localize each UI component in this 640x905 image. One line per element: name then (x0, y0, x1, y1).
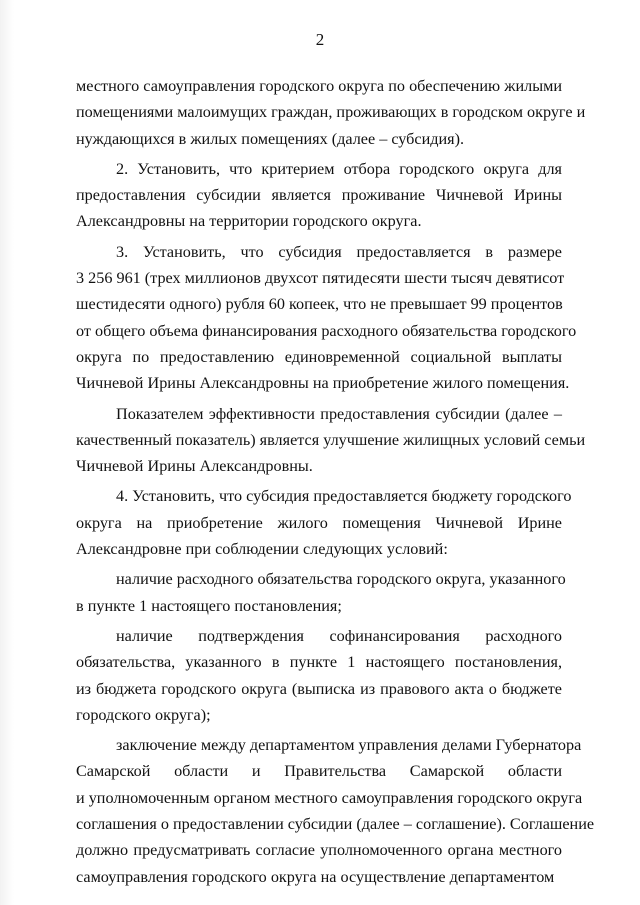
document-body (76, 73, 595, 890)
text-line: нуждающихся в жилых помещениях (далее – субсидия). (76, 129, 465, 148)
page-number: 2 (315, 30, 325, 49)
paragraph (76, 73, 586, 152)
text-line: наличие расходного обязательства городского округа, указанного (116, 570, 566, 589)
paragraph (76, 483, 572, 562)
text-line: Показателем эффективности предоставления субсидии (далее – (116, 404, 562, 423)
text-line: помещениями малоимущих граждан, проживающих в городском округе и (76, 103, 586, 122)
paragraph (76, 623, 562, 728)
text-line: 3. Установить, что субсидия предоставляется в размере (116, 242, 562, 261)
text-line: местного самоуправления городского округа по обеспечению жилыми (76, 77, 562, 95)
text-line: Александровне при соблюдении следующих условий: (76, 540, 448, 559)
paragraph (76, 732, 595, 890)
paragraph (76, 401, 586, 480)
paragraph (76, 566, 566, 619)
text-line: качественный показатель) является улучшение жилищных условий семьи (76, 430, 586, 449)
text-line: самоуправления городского округа на осуществление департаментом (76, 867, 555, 886)
text-line: 2. Установить, что критерием отбора городского округа для (116, 159, 562, 178)
text-line: 3 256 961 (трех миллионов двухсот пятидесяти шести тысяч девятисот (76, 269, 565, 288)
text-line: Чичневой Ирины Александровны. (76, 457, 313, 476)
text-line: заключение между департаментом управления делами Губернатора (116, 736, 582, 755)
paragraph (76, 239, 577, 397)
text-line: наличие подтверждения софинансирования расходного (116, 626, 562, 645)
text-line: шестидесяти одного) рубля 60 копеек, что не превышает 99 процентов (76, 295, 563, 314)
paragraph (76, 156, 562, 235)
text-line: соглашения о предоставлении субсидии (далее – соглашение). Соглашение (76, 815, 595, 834)
text-line: городского округа); (76, 705, 211, 724)
scan-shadow (0, 0, 14, 905)
text-line: Александровны на территории городского округа. (76, 212, 422, 231)
text-line: обязательства, указанного в пункте 1 настоящего постановления, (76, 653, 562, 672)
text-line: предоставления субсидии является проживание Чичневой Ирины (76, 186, 562, 205)
text-line: в пункте 1 настоящего постановления; (76, 596, 342, 615)
text-line: из бюджета городского округа (выписка из правового акта о бюджете (76, 679, 562, 698)
text-line: и уполномоченным органом местного самоуправления городского округа (76, 788, 583, 807)
text-line: округа по предоставлению единовременной социальной выплаты (76, 347, 562, 366)
text-line: Чичневой Ирины Александровны на приобретение жилого помещения. (76, 374, 570, 393)
text-line: должно предусматривать согласие уполномоченного органа местного (76, 841, 562, 860)
text-line: 4. Установить, что субсидия предоставляется бюджету городского (116, 487, 572, 506)
text-line: от общего объема финансирования расходного обязательства городского (76, 321, 577, 340)
text-line: округа на приобретение жилого помещения Чичневой Ирине (76, 513, 562, 532)
text-line: Самарской области и Правительства Самарской области (76, 762, 562, 781)
